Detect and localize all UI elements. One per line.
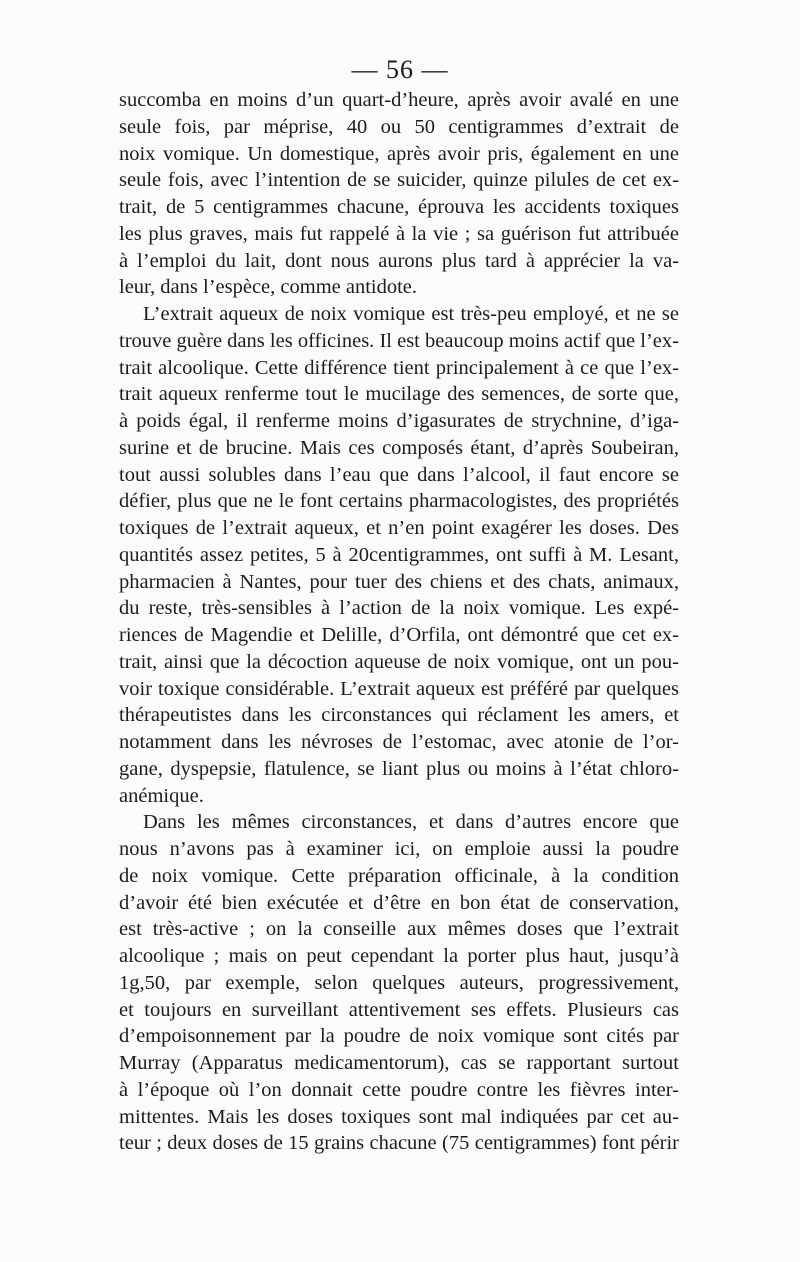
text-line: gane, dyspepsie, flatulence, se liant plus ou moins à l’état chloro-: [119, 757, 679, 780]
text-line: trait, ainsi que la décoction aqueuse de noix vomique, ont un pou-: [119, 650, 679, 673]
page-number: — 56 —: [351, 55, 449, 84]
text-line: trouve guère dans les officines. Il est beaucoup moins actif que l’ex-: [119, 329, 679, 352]
text-line: notamment dans les névroses de l’estomac, avec atonie de l’or-: [119, 731, 679, 753]
text-line: thérapeutistes dans les circonstances qui réclament les amers, et: [119, 704, 679, 727]
text-line: Murray (Apparatus medicamentorum), cas se rapportant surtout: [119, 1052, 679, 1074]
text-line: nous n’avons pas à examiner ici, on emploie aussi la poudre: [119, 838, 679, 860]
text-line: Dans les mêmes circonstances, et dans d’autres encore que: [143, 811, 679, 834]
text-line: L’extrait aqueux de noix vomique est très-peu employé, et ne se: [143, 303, 679, 325]
text-line: du reste, très-sensibles à l’action de la noix vomique. Les expé-: [119, 597, 679, 620]
body-text: [119, 87, 679, 1157]
text-line: seule fois, avec l’intention de se suicider, quinze pilules de cet ex-: [119, 169, 679, 192]
text-line: défier, plus que ne le font certains pharmacologistes, des propriétés: [119, 490, 679, 513]
text-line: seule fois, par méprise, 40 ou 50 centigrammes d’extrait de: [119, 115, 679, 138]
text-line: et toujours en surveillant attentivement ses effets. Plusieurs cas: [119, 998, 679, 1021]
text-line: à l’emploi du lait, dont nous aurons plus tard à apprécier la va-: [119, 249, 679, 272]
text-line: tout aussi solubles dans l’eau que dans l’alcool, il faut encore se: [119, 463, 679, 486]
text-line: trait, de 5 centigrammes chacune, éprouva les accidents toxiques: [119, 196, 679, 218]
text-line: d’avoir été bien exécutée et d’être en bon état de conservation,: [119, 891, 679, 914]
text-line: à poids égal, il renferme moins d’igasurates de strychnine, d’iga-: [119, 410, 679, 432]
text-line: surine et de brucine. Mais ces composés étant, d’après Soubeiran,: [119, 436, 679, 459]
text-line: anémique.: [119, 784, 204, 807]
text-line: pharmacien à Nantes, pour tuer des chiens et des chats, animaux,: [119, 570, 679, 593]
text-line: alcoolique ; mais on peut cependant la porter plus haut, jusqu’à: [119, 945, 679, 967]
text-line: est très-active ; on la conseille aux mêmes doses que l’extrait: [119, 918, 679, 941]
text-line: trait aqueux renferme tout le mucilage des semences, de sorte que,: [119, 383, 679, 406]
text-line: 1g,50, par exemple, selon quelques auteurs, progressivement,: [119, 971, 679, 994]
text-line: d’empoisonnement par la poudre de noix vomique sont cités par: [119, 1025, 679, 1048]
text-line: leur, dans l’espèce, comme antidote.: [119, 276, 418, 299]
text-line: de noix vomique. Cette préparation officinale, à la condition: [119, 864, 679, 887]
text-line: à l’époque où l’on donnait cette poudre contre les fièvres inter-: [119, 1078, 679, 1101]
text-line: quantités assez petites, 5 à 20centigrammes, ont suffi à M. Lesant,: [119, 543, 679, 566]
text-line: toxiques de l’extrait aqueux, et n’en point exagérer les doses. Des: [119, 517, 679, 539]
text-line: trait alcoolique. Cette différence tient principalement à ce que l’ex-: [119, 356, 679, 379]
text-line: riences de Magendie et Delille, d’Orfila, ont démontré que cet ex-: [119, 624, 679, 646]
text-line: noix vomique. Un domestique, après avoir pris, également en une: [119, 142, 679, 165]
text-line: teur ; deux doses de 15 grains chacune (75 centigrammes) font périr: [119, 1132, 679, 1155]
text-line: mittentes. Mais les doses toxiques sont mal indiquées par cet au-: [119, 1105, 679, 1128]
text-line: les plus graves, mais fut rappelé à la vie ; sa guérison fut attribuée: [119, 222, 679, 245]
text-line: voir toxique considérable. L’extrait aqueux est préféré par quelques: [119, 677, 679, 700]
text-line: succomba en moins d’un quart-d’heure, après avoir avalé en une: [119, 89, 679, 111]
